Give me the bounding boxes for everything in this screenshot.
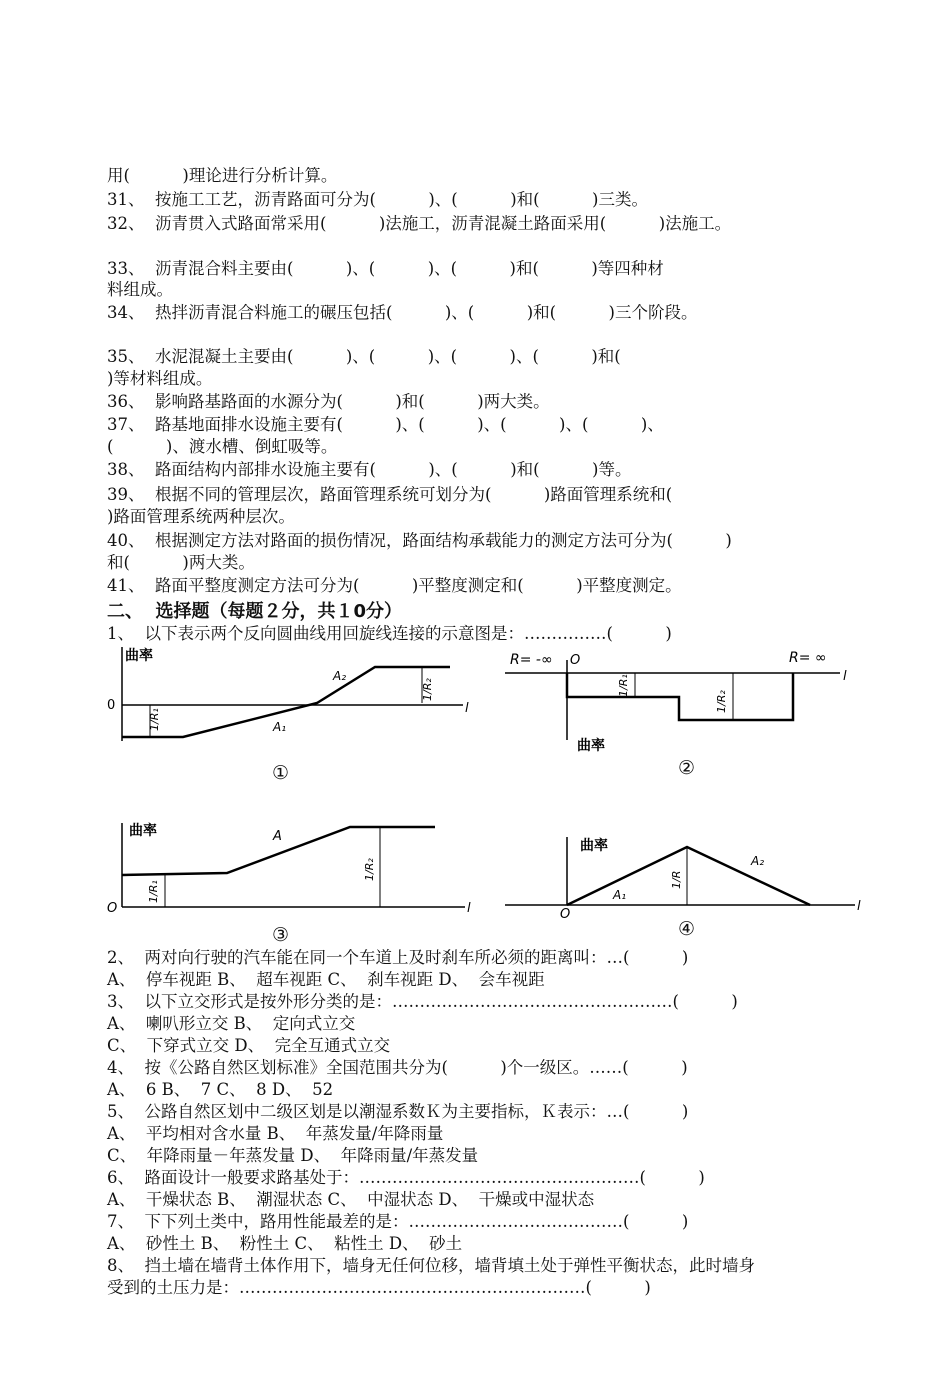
question-37-cont: ( )、渡水槽、倒虹吸等。 [107,437,338,456]
question-5-options-cd: C、 年降雨量－年蒸发量 D、 年降雨量/年蒸发量 [107,1146,479,1165]
figure-2-label: ② [678,757,696,779]
zero-label: 0 [107,698,116,713]
figure-4 [505,825,870,920]
question-36: 36、 影响路基路面的水源分为( )和( )两大类。 [107,392,550,411]
question-2: 2、 两对向行驶的汽车能在同一个车道上及时刹车所必须的距离叫：…( ) [107,948,689,967]
section-title: 二、 选择题（每题２分，共１0分） [107,601,403,622]
a1-label: A₁ [273,720,287,734]
question-3-options-ab: A、 喇叭形立交 B、 定向式立交 [107,1014,356,1033]
curvature-label: 曲率 [580,838,608,854]
question-7-options: A、 砂性土 B、 粉性土 C、 粘性土 D、 砂土 [107,1234,463,1253]
question-6: 6、 路面设计一般要求路基处于：……………………………………………( ) [107,1168,705,1187]
question-31: 31、 按施工工艺，沥青路面可分为( )、( )和( )三类。 [107,190,648,209]
l-label: l [467,901,471,916]
question-8: 8、 挡土墙在墙背土体作用下，墙身无任何位移，墙背填土处于弹性平衡状态，此时墙身 [107,1256,755,1275]
inv-r-label: 1/R [670,870,683,889]
question-39: 39、 根据不同的管理层次，路面管理系统可划分为( )路面管理系统和( [107,485,673,504]
figure-1 [105,645,490,755]
o-label: O [560,907,571,920]
question-5-options-ab: A、 平均相对含水量 B、 年蒸发量/年降雨量 [107,1124,444,1143]
question-33-cont: 料组成。 [107,280,173,299]
inv-r2-label: 1/R₂ [363,858,376,881]
inv-r1-label: 1/R₁ [147,880,160,903]
question-38: 38、 路面结构内部排水设施主要有( )、( )和( )等。 [107,460,632,479]
l-label: l [857,899,861,914]
inv-r1-label: 1/R₁ [617,674,630,697]
figure-2 [505,645,855,760]
question-1: 1、 以下表示两个反向圆曲线用回旋线连接的示意图是：……………( ) [107,624,672,643]
o-label: O [570,653,581,668]
a2-label: A₂ [333,669,347,683]
question-41: 41、 路面平整度测定方法可分为( )平整度测定和( )平整度测定。 [107,576,682,595]
question-40: 40、 根据测定方法对路面的损伤情况，路面结构承载能力的测定方法可分为( ) [107,531,732,550]
inv-r2-label: 1/R₂ [421,678,434,701]
question-2-options: A、 停车视距 B、 超车视距 C、 刹车视距 D、 会车视距 [107,970,545,989]
inv-r1-label: 1/R₁ [148,708,161,731]
question-35-cont: )等材料组成。 [107,369,213,388]
question-33: 33、 沥青混合料主要由( )、( )、( )和( )等四种材 [107,259,664,278]
question-39-cont: )路面管理系统两种层次。 [107,507,295,526]
a1-label: A₁ [613,888,627,902]
question-3: 3、 以下立交形式是按外形分类的是：……………………………………………( ) [107,992,738,1011]
l-label: l [843,669,847,684]
question-34: 34、 热拌沥青混合料施工的碾压包括( )、( )和( )三个阶段。 [107,303,698,322]
question-3-options-cd: C、 下穿式立交 D、 完全互通式立交 [107,1036,391,1055]
curvature-label: 曲率 [125,648,153,664]
question-8-cont: 受到的土压力是：………………………………………………………( ) [107,1278,651,1297]
figure-1-label: ① [272,762,290,784]
o-label: O [107,901,118,916]
figure-4-label: ④ [678,918,696,940]
curvature-label: 曲率 [129,823,157,839]
question-4-options: A、 6 B、 7 C、 8 D、 52 [107,1080,334,1099]
question-6-options: A、 干燥状态 B、 潮湿状态 C、 中湿状态 D、 干燥或中湿状态 [107,1190,595,1209]
question-32: 32、 沥青贯入式路面常采用( )法施工，沥青混凝土路面采用( )法施工。 [107,214,732,233]
figure-3 [105,815,490,925]
curvature-label: 曲率 [577,738,605,754]
question-4: 4、 按《公路自然区划标准》全国范围共分为( )个一级区。……( ) [107,1058,688,1077]
a2-label: A₂ [751,854,765,868]
question-35: 35、 水泥混凝土主要由( )、( )、( )、( )和( [107,347,621,366]
question-5: 5、 公路自然区划中二级区划是以潮湿系数Ｋ为主要指标，Ｋ表示：…( ) [107,1102,689,1121]
question-7: 7、 下下列土类中，路用性能最差的是：…………………………………( ) [107,1212,689,1231]
question-40-cont: 和( )两大类。 [107,553,255,572]
r-neg-inf-label: R= -∞ [510,652,553,668]
question-37: 37、 路基地面排水设施主要有( )、( )、( )、( )、 [107,415,664,434]
figure-3-label: ③ [272,924,290,946]
r-inf-label: R= ∞ [789,650,827,666]
a-label: A [273,829,282,844]
l-label: l [465,701,469,716]
fill-line-30-cont: 用( )理论进行分析计算。 [107,166,338,185]
inv-r2-label: 1/R₂ [715,690,728,713]
